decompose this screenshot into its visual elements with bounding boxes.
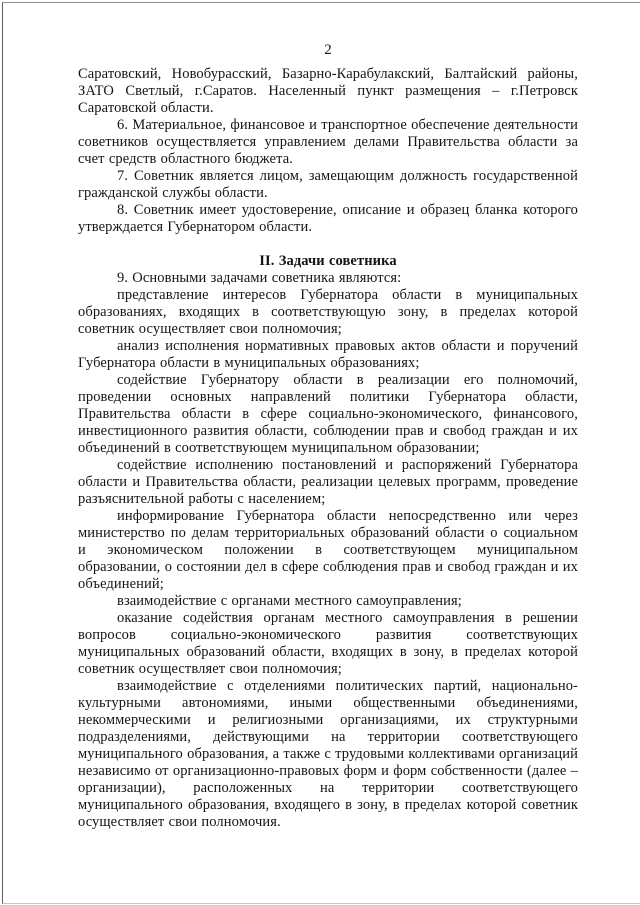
paragraph: 9. Основными задачами советника являются: — [117, 270, 402, 286]
paragraph: анализ исполнения нормативных правовых актов области и поручений Губернатора области в муниципальных образованиях; — [78, 338, 578, 371]
paragraph: представление интересов Губернатора области в муниципальных образованиях, входящих в соответствующую зону, в пределах которой советник осуществляет свои полномочия; — [78, 287, 578, 337]
page-number: 2 — [324, 42, 332, 58]
paragraph: оказание содействия органам местного самоуправления в решении вопросов социально-экономического развития соответствующих муниципальных образований области, входящих в зону, в пределах которой советник осуществляет свои полномочия; — [78, 610, 578, 677]
paragraph: Саратовский, Новобурасский, Базарно-Карабулакский, Балтайский районы, ЗАТО Светлый, г.Саратов. Населенный пункт размещения – г.Петровск Саратовской области. — [78, 66, 578, 116]
paragraph: информирование Губернатора области непосредственно или через министерство по делам территориальных образований области о социальном и экономическом положении в соответствующем муниципальном образовании, о состоянии дел в сфере соблюдения прав и свобод граждан и их объединений; — [78, 508, 578, 592]
paragraph: 7. Советник является лицом, замещающим должность государственной гражданской службы области. — [78, 168, 578, 201]
section-heading: II. Задачи советника — [259, 253, 397, 269]
paragraph: 6. Материальное, финансовое и транспортное обеспечение деятельности советников осуществляется управлением делами Правительства области за счет средств областного бюджета. — [78, 117, 578, 167]
paragraph: содействие Губернатору области в реализации его полномочий, проведении основных направлений политики Губернатора области, Правительства области в сфере социально-экономического, финансового, инвестиционного развития области, соблюдении прав и свобод граждан и их объединений в соответствующем муниципальном образовании; — [78, 372, 578, 456]
paragraph: взаимодействие с отделениями политических партий, национально-культурными автономиями, иными общественными объединениями, некоммерческими и религиозными организациями, их структурными подразделениями, действующими на территории соответствующего муниципального образования, а также с трудовыми коллективами организаций независимо от организационно-правовых форм и форм собственности (далее – организации), расположенных на территории соответствующего муниципального образования, входящего в зону, в пределах которой советник осуществляет свои полномочия. — [78, 678, 578, 830]
paragraph: содействие исполнению постановлений и распоряжений Губернатора области и Правительства области, реализации целевых программ, проведение разъяснительной работы с населением; — [78, 457, 578, 507]
paragraph: взаимодействие с органами местного самоуправления; — [117, 593, 462, 609]
paragraph: 8. Советник имеет удостоверение, описание и образец бланка которого утверждается Губернатором области. — [78, 202, 578, 235]
document-body — [78, 66, 578, 831]
